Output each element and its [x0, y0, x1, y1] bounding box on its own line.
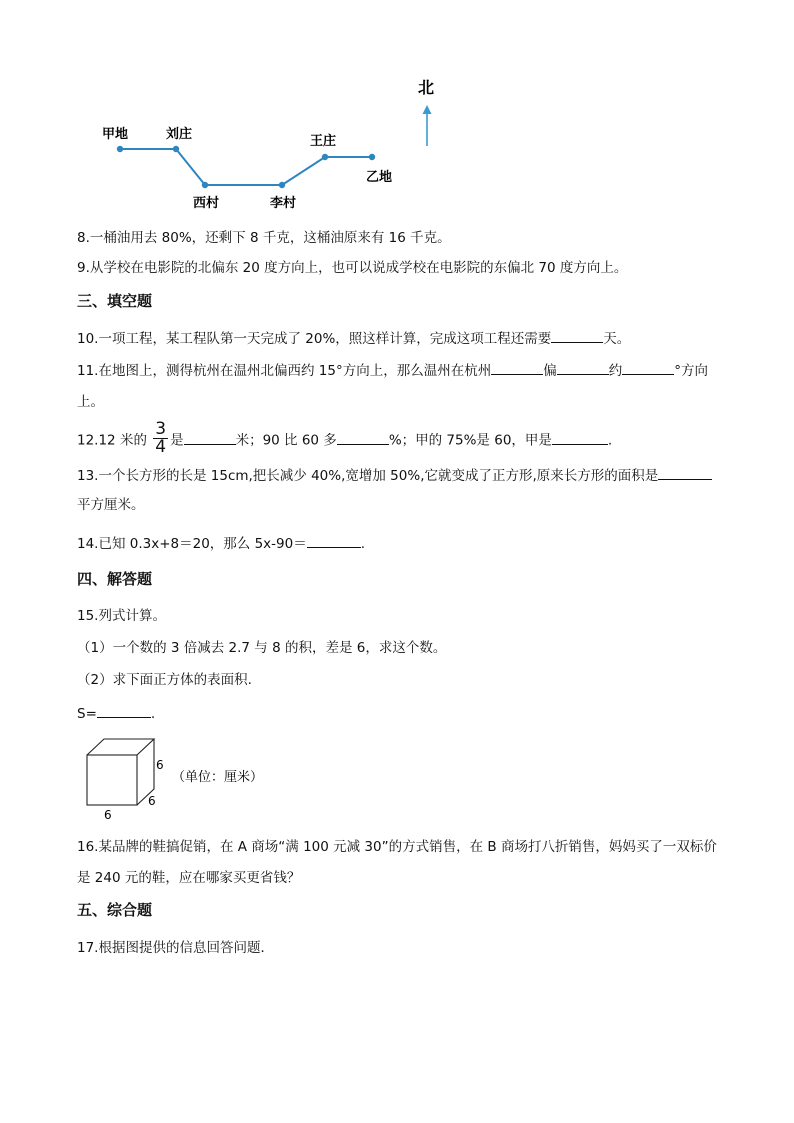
q14-after: .	[360, 536, 366, 552]
point-licun	[279, 182, 285, 188]
q12-blank-3	[552, 430, 608, 445]
s-after: .	[150, 706, 156, 722]
question-8: 8.一桶油用去 80%，还剩下 8 千克，这桶油原来有 16 千克。	[77, 230, 451, 246]
q12-blank-2	[337, 430, 389, 445]
q11-text: 11.在地图上，测得杭州在温州北偏西约 15°方向上，那么温州在杭州	[77, 363, 492, 379]
fraction-three-quarters	[153, 421, 168, 456]
question-15-part-1: （1）一个数的 3 倍减去 2.7 与 8 的积，差是 6，求这个数。	[77, 640, 447, 656]
fraction-numerator: 3	[155, 419, 167, 439]
s-blank	[97, 703, 151, 718]
q11-blank-2	[557, 360, 609, 375]
q11-after: °方向	[674, 363, 708, 379]
cube-unit: （单位：厘米）	[172, 770, 264, 785]
cube-front-face	[87, 755, 137, 805]
point-xicun	[202, 182, 208, 188]
cube-label-top: 6	[156, 758, 164, 772]
q10-after: 天。	[603, 331, 631, 347]
question-12	[77, 419, 613, 458]
q11-mid2: 约	[608, 363, 623, 379]
cube-label-right: 6	[148, 794, 156, 808]
q10-blank	[551, 328, 603, 343]
point-wangzhuang	[322, 154, 328, 160]
north-label: 北	[418, 78, 435, 97]
section-3-heading: 三、填空题	[77, 292, 153, 310]
question-16-line2: 是 240 元的鞋，应在哪家买更省钱？	[77, 870, 301, 886]
question-15-part-2: （2）求下面正方体的表面积.	[77, 672, 252, 688]
point-liuzhuang	[173, 146, 179, 152]
q11-blank-3	[622, 360, 674, 375]
question-17: 17.根据图提供的信息回答问题．	[77, 940, 274, 956]
q12-t3: %；甲的 75%是 60，甲是	[388, 432, 552, 449]
question-14	[77, 533, 365, 554]
cube-top-face	[87, 739, 154, 755]
q12-blank-1	[184, 430, 236, 445]
q11-blank-1	[491, 360, 543, 375]
point-yidi	[369, 154, 375, 160]
route-line	[120, 149, 372, 185]
section-5-heading: 五、综合题	[77, 901, 153, 919]
question-11-line2: 上。	[77, 394, 104, 410]
q13-blank	[658, 465, 712, 480]
q10-text: 10.一项工程，某工程队第一天完成了 20%，照这样计算，完成这项工程还需要	[77, 331, 552, 347]
label-yidi: 乙地	[366, 170, 393, 185]
label-liuzhuang: 刘庄	[166, 127, 193, 142]
route-map	[0, 0, 794, 215]
question-15-answer	[77, 703, 155, 724]
s-label: S=	[77, 706, 97, 722]
cube-label-bottom: 6	[104, 808, 112, 822]
q12-text: 12.12 米的	[77, 432, 147, 449]
q12-t1: 是	[170, 432, 184, 449]
fraction-denominator: 4	[155, 437, 167, 457]
section-4-heading: 四、解答题	[77, 570, 153, 588]
label-wangzhuang: 王庄	[310, 134, 337, 149]
question-15: 15.列式计算。	[77, 608, 166, 624]
q14-text: 14.已知 0.3x+8＝20，那么 5x-90＝	[77, 536, 307, 552]
q11-mid1: 偏	[543, 363, 557, 379]
question-10	[77, 328, 630, 349]
label-xicun: 西村	[193, 196, 220, 211]
q12-t2: 米；90 比 60 多	[235, 432, 337, 449]
north-arrow-head-icon	[423, 105, 432, 114]
question-9: 9.从学校在电影院的北偏东 20 度方向上，也可以说成学校在电影院的东偏北 70 度方向上。	[77, 260, 628, 276]
label-licun: 李村	[270, 196, 297, 211]
point-jiadi	[117, 146, 123, 152]
q14-blank	[307, 533, 361, 548]
cube-figure	[80, 735, 320, 825]
question-13-line2: 平方厘米。	[77, 497, 145, 513]
q12-t4: .	[607, 432, 613, 449]
label-jiadi: 甲地	[102, 127, 129, 142]
q13-text: 13.一个长方形的长是 15cm,把长减少 40%,宽增加 50%,它就变成了正方形,原来长方形的面积是	[77, 468, 659, 484]
question-13	[77, 465, 712, 486]
question-16-line1: 16.某品牌的鞋搞促销，在 A 商场“满 100 元减 30”的方式销售，在 B 商场打八折销售，妈妈买了一双标价	[77, 839, 717, 855]
question-11	[77, 360, 708, 381]
